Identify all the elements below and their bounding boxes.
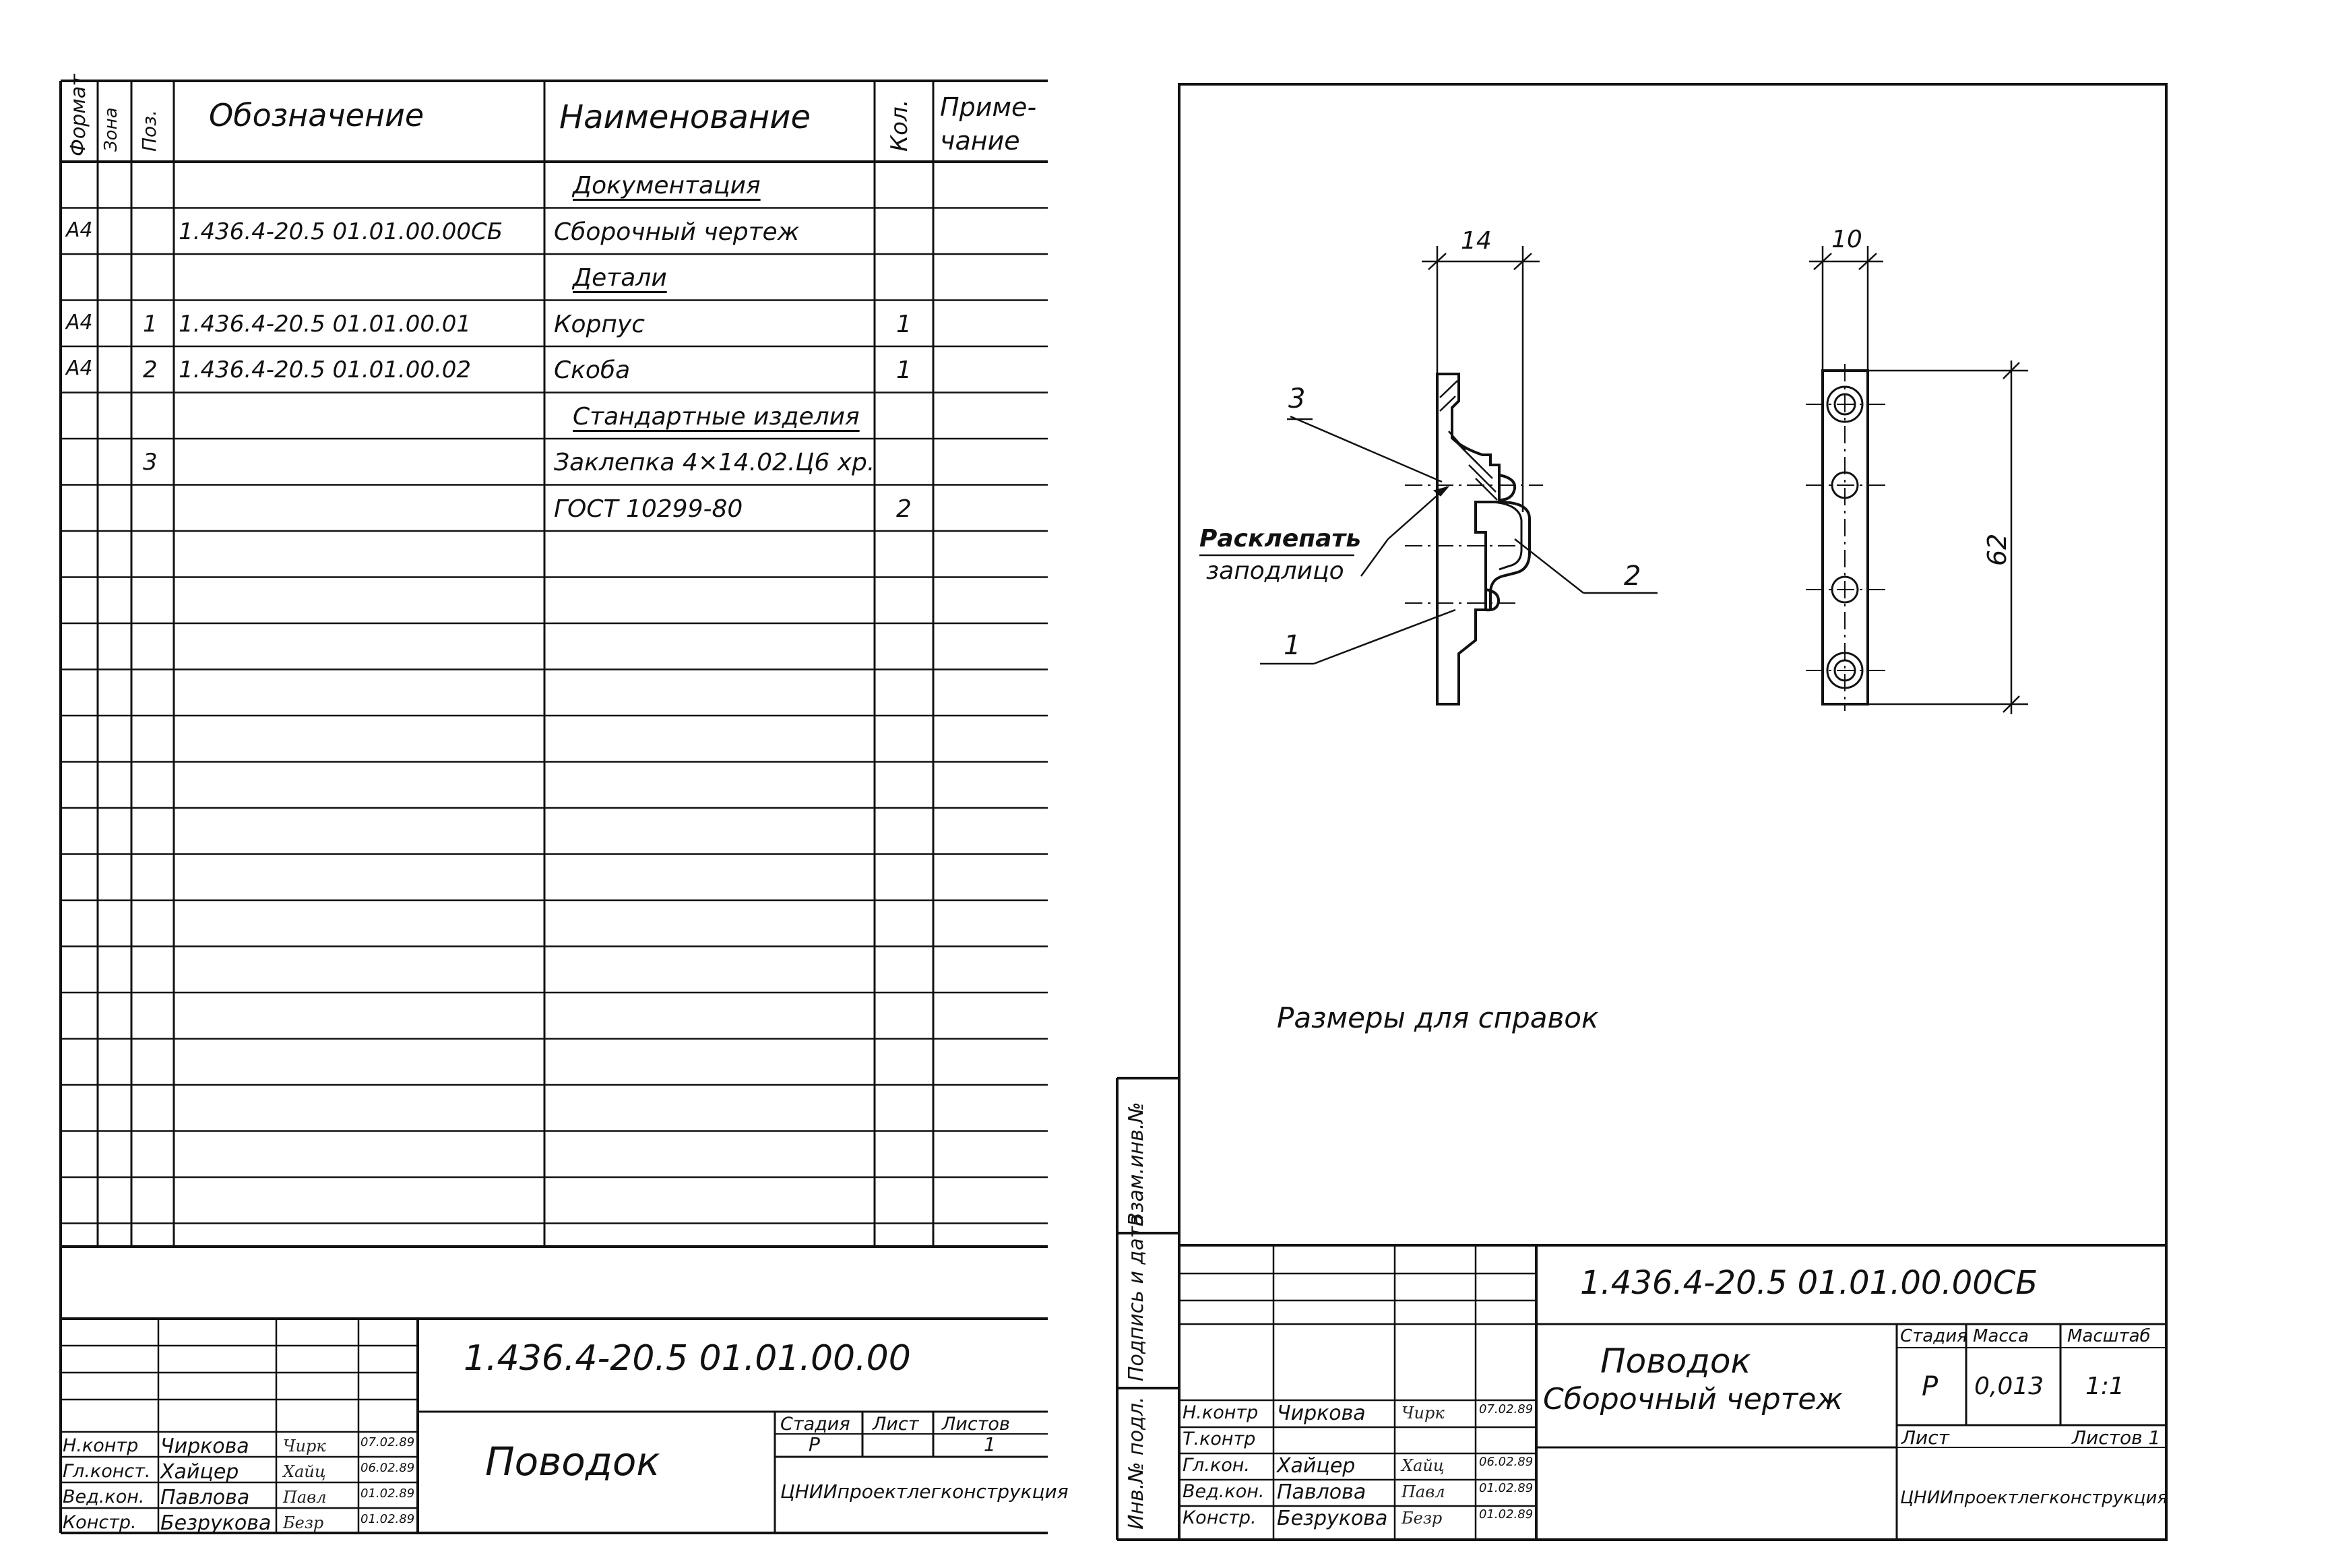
signature-role: Вед.кон. [63,1486,145,1507]
callout-1: 1 [1284,630,1301,661]
signature-date: 06.02.89 [360,1461,415,1475]
header-pos: Поз. [138,110,160,152]
right-title-line2: Сборочный чертеж [1543,1382,1844,1416]
spec-cell-format: А4 [66,218,93,242]
spec-cell-name: Детали [573,264,667,292]
left-title: Поводок [485,1439,660,1484]
spec-cell-format: А4 [66,310,93,334]
dim-14: 14 [1461,227,1492,255]
spec-cell-pos: 3 [143,449,158,476]
callout-3: 3 [1288,383,1306,414]
signature-role: Н.контр [63,1435,139,1456]
side-label-inv: Инв.№ подл. [1125,1396,1148,1530]
right-organization: ЦНИИпроектлегконструкция [1900,1488,2168,1508]
header-name: Наименование [559,98,811,136]
right-scale-value: 1:1 [2085,1373,2124,1400]
note-rivet-line2: заподлицо [1206,557,1344,585]
side-label-replace: Взам.инв.№ [1125,1102,1148,1226]
signature-sign: Павл [283,1488,327,1507]
right-sheets-label: Листов 1 [2072,1426,2161,1449]
signature-sign: Чирк [1402,1404,1445,1422]
signature-date: 07.02.89 [1479,1402,1534,1416]
signature-sign: Безр [1402,1509,1443,1528]
spec-cell-format: А4 [66,356,93,380]
signature-name: Безрукова [1277,1507,1388,1530]
left-sheets-label: Листов [942,1414,1010,1435]
signature-role: Констр. [63,1512,137,1533]
dim-62: 62 [1982,533,2012,566]
right-stage-label: Стадия [1900,1326,1967,1346]
reference-note: Размеры для справок [1277,1001,1599,1034]
signature-role: Гл.кон. [1183,1455,1250,1476]
spec-cell-name: Сборочный чертеж [554,218,800,246]
callout-2: 2 [1624,561,1641,592]
spec-cell-name: Стандартные изделия [573,402,860,431]
spec-cell-name: ГОСТ 10299-80 [554,495,743,523]
signature-sign: Чирк [283,1437,326,1455]
spec-cell-designation: 1.436.4-20.5 01.01.00.02 [179,356,472,383]
signature-name: Хайцер [1277,1454,1356,1478]
header-note-line2: чание [940,126,1020,156]
signature-sign: Хайц [283,1462,326,1481]
signature-name: Павлова [160,1486,250,1509]
right-mass-value: 0,013 [1974,1373,2044,1400]
signature-date: 01.02.89 [1479,1481,1534,1495]
spec-cell-pos: 2 [143,356,158,383]
right-doc-code: 1.436.4-20.5 01.01.00.00СБ [1580,1264,2038,1302]
signature-date: 06.02.89 [1479,1455,1534,1469]
signature-role: Т.контр [1183,1429,1256,1449]
header-format: Формат [67,74,90,156]
header-qty: Кол. [886,99,913,152]
right-title-line1: Поводок [1600,1342,1751,1381]
signature-date: 07.02.89 [360,1435,415,1449]
signature-role: Н.контр [1183,1402,1259,1423]
spec-cell-name: Документация [573,172,761,199]
signature-name: Хайцер [160,1460,239,1484]
spec-cell-name: Скоба [554,356,631,384]
header-designation: Обозначение [209,97,424,133]
header-note-line1: Приме- [940,92,1037,122]
note-rivet-line1: Расклепать [1199,525,1362,553]
spec-cell-qty: 2 [896,495,912,523]
right-sheet-label: Лист [1901,1426,1949,1449]
signature-sign: Павл [1402,1482,1445,1501]
spec-cell-name: Корпус [554,310,646,338]
spec-cell-qty: 1 [896,356,912,384]
header-zone: Зона [101,107,121,152]
dim-10: 10 [1831,226,1862,253]
left-organization: ЦНИИпроектлегконструкция [780,1480,1069,1503]
signature-date: 01.02.89 [360,1512,415,1526]
signature-date: 01.02.89 [1479,1507,1534,1522]
left-sheets-value: 1 [984,1433,996,1455]
signature-role: Констр. [1183,1507,1257,1528]
left-doc-code: 1.436.4-20.5 01.01.00.00 [464,1338,911,1379]
side-label-sign-date: Подпись и дата [1125,1214,1148,1381]
signature-name: Павлова [1277,1480,1366,1504]
signature-sign: Безр [283,1513,324,1532]
signature-name: Чиркова [160,1435,249,1458]
spec-cell-designation: 1.436.4-20.5 01.01.00.01 [179,310,472,338]
spec-cell-name: Заклепка 4×14.02.Ц6 хр. [554,449,875,476]
spec-cell-qty: 1 [896,310,912,338]
signature-role: Вед.кон. [1183,1481,1265,1502]
signature-name: Безрукова [160,1511,272,1535]
right-scale-label: Масштаб [2067,1326,2151,1346]
spec-cell-designation: 1.436.4-20.5 01.01.00.00СБ [179,218,503,245]
left-sheet-label: Лист [873,1414,919,1435]
signature-date: 01.02.89 [360,1486,415,1501]
signature-name: Чиркова [1277,1402,1366,1425]
right-stage-value: Р [1922,1371,1939,1402]
right-mass-label: Масса [1973,1326,2029,1346]
signature-role: Гл.конст. [63,1461,151,1482]
signature-sign: Хайц [1402,1456,1445,1475]
left-stage-value: Р [809,1433,820,1455]
left-stage-label: Стадия [780,1414,850,1435]
spec-cell-pos: 1 [143,310,158,338]
